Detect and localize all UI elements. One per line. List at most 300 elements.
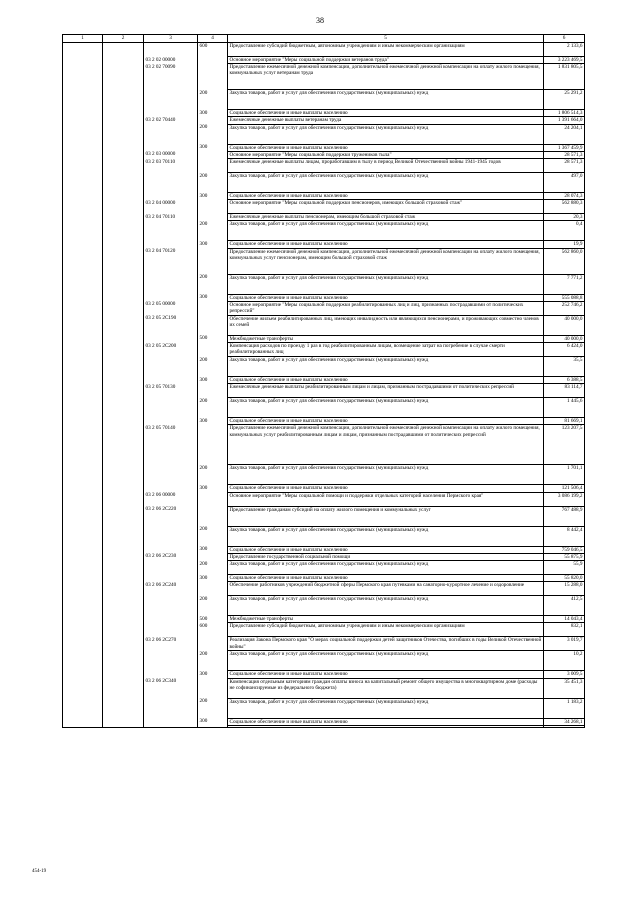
col2-cell	[103, 553, 144, 560]
table-row	[63, 274, 585, 294]
table-row	[63, 357, 585, 377]
header-cell: 4	[198, 35, 228, 43]
col2-cell	[103, 637, 144, 651]
target-article-code	[144, 623, 198, 637]
expense-type-code: 300	[198, 241, 228, 248]
col1-cell	[63, 43, 103, 57]
target-article-code	[144, 274, 198, 294]
page-number: 38	[316, 16, 324, 25]
expense-type-code: 200	[198, 274, 228, 294]
item-name: Предоставление ежемесячной денежной компенсации, дополнительной ежемесячной денежной компенсации на оплату жилого помещения, коммунальных услуг реабилитированным лицам и лицам, признанным пострадавшими от политических репрессий	[228, 425, 544, 465]
table-row	[63, 173, 585, 193]
target-article-code	[144, 357, 198, 377]
col2-cell	[103, 301, 144, 315]
target-article-code: 03 2 04 00000	[144, 200, 198, 214]
target-article-code	[144, 418, 198, 425]
target-article-code: 03 2 05 70130	[144, 384, 198, 398]
table-row	[63, 596, 585, 616]
col2-cell	[103, 582, 144, 596]
table-body	[63, 43, 585, 728]
col1-cell	[63, 357, 103, 377]
col2-cell	[103, 485, 144, 492]
amount: 28 571,3	[544, 159, 585, 173]
target-article-code	[144, 335, 198, 342]
bottom-border-cell	[228, 725, 544, 727]
col1-cell	[63, 465, 103, 485]
expense-type-code	[198, 159, 228, 173]
amount: 83 114,7	[544, 384, 585, 398]
item-name: Межбюджетные трансферты	[228, 335, 544, 342]
col1-cell	[63, 294, 103, 301]
table-row	[63, 221, 585, 241]
expense-type-code	[198, 200, 228, 214]
col2-cell	[103, 561, 144, 575]
target-article-code: 03 2 06 2C270	[144, 637, 198, 651]
col1-cell	[63, 151, 103, 158]
amount: 6 424,0	[544, 343, 585, 357]
expense-type-code	[198, 57, 228, 64]
col2-cell	[103, 248, 144, 274]
amount: 55 875,9	[544, 553, 585, 560]
item-name: Компенсация отдельным категориям граждан оплаты взноса на капитальный ремонт общего имущества в многоквартирном доме (расходы не софинансируемые из федерального бюджета)	[228, 678, 544, 698]
col1-cell	[63, 718, 103, 725]
table-row	[63, 384, 585, 398]
col2-cell	[103, 671, 144, 678]
table-row	[63, 241, 585, 248]
table-row	[63, 506, 585, 526]
table-row	[63, 377, 585, 384]
amount: 55,9	[544, 561, 585, 575]
col2-cell	[103, 221, 144, 241]
expense-type-code: 500	[198, 616, 228, 623]
expense-type-code: 300	[198, 575, 228, 582]
item-name: Основное мероприятие "Меры социальной поддержки реабилитированных лиц и лиц, признанных пострадавшими от политических репрессий"	[228, 301, 544, 315]
amount: 24 204,1	[544, 124, 585, 144]
amount: 1 391 664,0	[544, 117, 585, 124]
amount: 6 388,5	[544, 377, 585, 384]
amount: 123 207,5	[544, 425, 585, 465]
budget-table	[62, 34, 585, 728]
item-name: Социальное обеспечение и иные выплаты населению	[228, 241, 544, 248]
table-row	[63, 193, 585, 200]
amount: 3 086 199,2	[544, 492, 585, 506]
col1-cell	[63, 546, 103, 553]
expense-type-code	[198, 343, 228, 357]
table-row	[63, 248, 585, 274]
expense-type-code	[198, 151, 228, 158]
table-row	[63, 546, 585, 553]
table-row	[63, 110, 585, 117]
table-row	[63, 398, 585, 418]
item-name: Ежемесячные денежные выплаты реабилитированным лицам и лицам, признанным пострадавшими от политических репрессий	[228, 384, 544, 398]
expense-type-code: 300	[198, 193, 228, 200]
col2-cell	[103, 335, 144, 342]
table-row	[63, 651, 585, 671]
item-name: Предоставление ежемесячной денежной компенсации, дополнительной ежемесячной денежной компенсации на оплату жилого помещения, коммунальных услуг пенсионерам, имеющим большой страховой стаж	[228, 248, 544, 274]
target-article-code: 03 2 06 2C340	[144, 678, 198, 698]
col1-cell	[63, 616, 103, 623]
table-row	[63, 117, 585, 124]
expense-type-code: 200	[198, 357, 228, 377]
target-article-code: 03 2 02 00000	[144, 57, 198, 64]
target-article-code: 03 2 05 00000	[144, 301, 198, 315]
table-bottom-border	[63, 725, 585, 727]
expense-type-code: 300	[198, 718, 228, 725]
bottom-border-cell	[144, 725, 198, 727]
item-name: Социальное обеспечение и иные выплаты населению	[228, 575, 544, 582]
col2-cell	[103, 357, 144, 377]
expense-type-code	[198, 425, 228, 465]
amount: 832,1	[544, 623, 585, 637]
item-name: Обеспечение работников учреждений бюджетной сферы Пермского края путевками на санаторно-курортное лечение и оздоровление	[228, 582, 544, 596]
table-row	[63, 301, 585, 315]
table-row	[63, 561, 585, 575]
item-name: Межбюджетные трансферты	[228, 616, 544, 623]
expense-type-code	[198, 637, 228, 651]
col1-cell	[63, 623, 103, 637]
expense-type-code: 300	[198, 671, 228, 678]
expense-type-code	[198, 214, 228, 221]
amount: 81 669,1	[544, 418, 585, 425]
amount: 121 506,4	[544, 485, 585, 492]
col2-cell	[103, 159, 144, 173]
amount: 3 019,7	[544, 637, 585, 651]
table-row	[63, 678, 585, 698]
item-name: Социальное обеспечение и иные выплаты населению	[228, 718, 544, 725]
target-article-code: 03 2 06 2C230	[144, 553, 198, 560]
amount: 19,9	[544, 241, 585, 248]
col1-cell	[63, 221, 103, 241]
target-article-code	[144, 173, 198, 193]
amount: 35,5	[544, 357, 585, 377]
table-row	[63, 43, 585, 57]
col1-cell	[63, 343, 103, 357]
col1-cell	[63, 159, 103, 173]
table-row	[63, 718, 585, 725]
expense-type-code: 600	[198, 43, 228, 57]
item-name: Закупка товаров, работ и услуг для обеспечения государственных (муниципальных) нужд	[228, 651, 544, 671]
col1-cell	[63, 526, 103, 546]
table-row	[63, 90, 585, 110]
expense-type-code	[198, 315, 228, 335]
expense-type-code: 200	[198, 561, 228, 575]
bottom-border-cell	[198, 725, 228, 727]
table-row	[63, 159, 585, 173]
item-name: Закупка товаров, работ и услуг для обеспечения государственных (муниципальных) нужд	[228, 90, 544, 110]
item-name: Предоставление государственной социальной помощи	[228, 553, 544, 560]
col2-cell	[103, 575, 144, 582]
col2-cell	[103, 616, 144, 623]
table-row	[63, 616, 585, 623]
col2-cell	[103, 418, 144, 425]
target-article-code	[144, 398, 198, 418]
target-article-code	[144, 575, 198, 582]
amount: 1 806 514,3	[544, 110, 585, 117]
col1-cell	[63, 637, 103, 651]
amount: 55 820,0	[544, 575, 585, 582]
amount: 3 009,5	[544, 671, 585, 678]
amount: 34 268,1	[544, 718, 585, 725]
col2-cell	[103, 110, 144, 117]
col1-cell	[63, 425, 103, 465]
amount: 20,3	[544, 214, 585, 221]
expense-type-code: 600	[198, 623, 228, 637]
target-article-code: 03 2 06 2C240	[144, 582, 198, 596]
expense-type-code: 300	[198, 110, 228, 117]
expense-type-code	[198, 301, 228, 315]
header-cell: 3	[144, 35, 198, 43]
amount: 15 288,0	[544, 582, 585, 596]
target-article-code: 03 2 02 70090	[144, 64, 198, 90]
target-article-code	[144, 526, 198, 546]
amount: 28 074,3	[544, 193, 585, 200]
col2-cell	[103, 384, 144, 398]
col2-cell	[103, 294, 144, 301]
item-name: Социальное обеспечение и иные выплаты населению	[228, 546, 544, 553]
expense-type-code: 200	[198, 651, 228, 671]
item-name: Закупка товаров, работ и услуг для обеспечения государственных (муниципальных) нужд	[228, 357, 544, 377]
col1-cell	[63, 651, 103, 671]
expense-type-code: 300	[198, 546, 228, 553]
item-name: Реализация Закона Пермского края "О мерах социальной поддержки детей защитников Отечества, погибших в годы Великой Отечественной войны"	[228, 637, 544, 651]
expense-type-code: 300	[198, 485, 228, 492]
expense-type-code: 300	[198, 294, 228, 301]
item-name: Социальное обеспечение и иные выплаты населению	[228, 144, 544, 151]
amount: 0,4	[544, 221, 585, 241]
table-row	[63, 418, 585, 425]
target-article-code	[144, 221, 198, 241]
amount: 759 046,5	[544, 546, 585, 553]
target-article-code: 03 2 05 2C190	[144, 315, 198, 335]
target-article-code	[144, 718, 198, 725]
amount: 8 442,4	[544, 526, 585, 546]
expense-type-code: 300	[198, 144, 228, 151]
header-cell: 1	[63, 35, 103, 43]
item-name: Основное мероприятие "Меры социальной помощи и поддержки отдельных категорий населения Пермского края"	[228, 492, 544, 506]
table-row	[63, 623, 585, 637]
expense-type-code: 300	[198, 377, 228, 384]
item-name: Закупка товаров, работ и услуг для обеспечения государственных (муниципальных) нужд	[228, 698, 544, 718]
col2-cell	[103, 64, 144, 90]
col1-cell	[63, 110, 103, 117]
expense-type-code: 200	[198, 90, 228, 110]
col2-cell	[103, 315, 144, 335]
col2-cell	[103, 173, 144, 193]
table-row	[63, 526, 585, 546]
table-row	[63, 492, 585, 506]
target-article-code	[144, 377, 198, 384]
col2-cell	[103, 274, 144, 294]
col2-cell	[103, 506, 144, 526]
target-article-code	[144, 193, 198, 200]
expense-type-code	[198, 582, 228, 596]
amount: 562 860,0	[544, 248, 585, 274]
col2-cell	[103, 651, 144, 671]
col2-cell	[103, 596, 144, 616]
col2-cell	[103, 57, 144, 64]
col1-cell	[63, 90, 103, 110]
col1-cell	[63, 384, 103, 398]
item-name: Закупка товаров, работ и услуг для обеспечения государственных (муниципальных) нужд	[228, 465, 544, 485]
col1-cell	[63, 377, 103, 384]
col1-cell	[63, 117, 103, 124]
expense-type-code: 200	[198, 398, 228, 418]
amount: 412,5	[544, 596, 585, 616]
table-row	[63, 582, 585, 596]
amount: 14 043,4	[544, 616, 585, 623]
item-name: Предоставление ежемесячной денежной компенсации, дополнительной ежемесячной денежной компенсации на оплату жилого помещения, коммунальных услуг ветеранам труда	[228, 64, 544, 90]
target-article-code	[144, 465, 198, 485]
item-name: Социальное обеспечение и иные выплаты населению	[228, 193, 544, 200]
bottom-border-cell	[63, 725, 103, 727]
item-name: Предоставление субсидий бюджетным, автономным учреждениям и иным некоммерческим организациям	[228, 43, 544, 57]
col1-cell	[63, 248, 103, 274]
amount: 40 000,0	[544, 315, 585, 335]
bottom-border-cell	[544, 725, 585, 727]
table-row	[63, 64, 585, 90]
item-name: Ежемесячные денежные выплаты пенсионерам, имеющим большой страховой стаж	[228, 214, 544, 221]
target-article-code: 03 2 03 00000	[144, 151, 198, 158]
amount: 1 701,1	[544, 465, 585, 485]
col1-cell	[63, 596, 103, 616]
target-article-code	[144, 124, 198, 144]
col2-cell	[103, 193, 144, 200]
col1-cell	[63, 144, 103, 151]
item-name: Закупка товаров, работ и услуг для обеспечения государственных (муниципальных) нужд	[228, 526, 544, 546]
col1-cell	[63, 64, 103, 90]
col1-cell	[63, 678, 103, 698]
col2-cell	[103, 144, 144, 151]
target-article-code	[144, 651, 198, 671]
amount: 28 571,3	[544, 151, 585, 158]
target-article-code: 03 2 06 00000	[144, 492, 198, 506]
header-cell: 2	[103, 35, 144, 43]
col1-cell	[63, 398, 103, 418]
bottom-border-cell	[103, 725, 144, 727]
amount: 555 088,8	[544, 294, 585, 301]
col2-cell	[103, 492, 144, 506]
expense-type-code: 200	[198, 173, 228, 193]
target-article-code: 03 2 04 70120	[144, 248, 198, 274]
target-article-code	[144, 546, 198, 553]
col2-cell	[103, 718, 144, 725]
table-row	[63, 343, 585, 357]
col2-cell	[103, 398, 144, 418]
item-name: Закупка товаров, работ и услуг для обеспечения государственных (муниципальных) нужд	[228, 596, 544, 616]
table-row	[63, 315, 585, 335]
table-row	[63, 637, 585, 651]
item-name: Ежемесячные денежные выплаты лицам, проработавшим в тылу в период Великой Отечественной войны 1941-1945 годов	[228, 159, 544, 173]
expense-type-code: 200	[198, 465, 228, 485]
table-row	[63, 144, 585, 151]
amount: 2 133,6	[544, 43, 585, 57]
target-article-code: 03 2 02 70440	[144, 117, 198, 124]
expense-type-code	[198, 506, 228, 526]
amount: 252 746,2	[544, 301, 585, 315]
col1-cell	[63, 301, 103, 315]
col1-cell	[63, 335, 103, 342]
amount: 10,2	[544, 651, 585, 671]
item-name: Закупка товаров, работ и услуг для обеспечения государственных (муниципальных) нужд	[228, 274, 544, 294]
expense-type-code	[198, 64, 228, 90]
expense-type-code	[198, 248, 228, 274]
col1-cell	[63, 315, 103, 335]
item-name: Компенсация расходов по проезду 1 раз в год реабилитированным лицам, возмещение затрат на погребение в случае смерти реабилитированных лиц	[228, 343, 544, 357]
item-name: Закупка товаров, работ и услуг для обеспечения государственных (муниципальных) нужд	[228, 124, 544, 144]
item-name: Закупка товаров, работ и услуг для обеспечения государственных (муниципальных) нужд	[228, 221, 544, 241]
table-row	[63, 124, 585, 144]
item-name: Обеспечение жильем реабилитированных лиц, имеющих инвалидность или являющихся пенсионерами, и проживающих совместно членов их семей	[228, 315, 544, 335]
target-article-code	[144, 561, 198, 575]
item-name: Социальное обеспечение и иные выплаты населению	[228, 485, 544, 492]
amount: 562 880,3	[544, 200, 585, 214]
target-article-code: 03 2 06 2C220	[144, 506, 198, 526]
item-name: Социальное обеспечение и иные выплаты населению	[228, 377, 544, 384]
amount: 497,0	[544, 173, 585, 193]
target-article-code	[144, 43, 198, 57]
col2-cell	[103, 151, 144, 158]
amount: 1 183,2	[544, 698, 585, 718]
item-name: Социальное обеспечение и иные выплаты населению	[228, 671, 544, 678]
target-article-code: 03 2 04 70110	[144, 214, 198, 221]
target-article-code	[144, 485, 198, 492]
target-article-code	[144, 90, 198, 110]
item-name: Основное мероприятие "Меры социальной поддержки ветеранов труда"	[228, 57, 544, 64]
expense-type-code: 200	[198, 526, 228, 546]
col1-cell	[63, 671, 103, 678]
item-name: Социальное обеспечение и иные выплаты населению	[228, 294, 544, 301]
col1-cell	[63, 200, 103, 214]
target-article-code	[144, 144, 198, 151]
amount: 3 223 469,5	[544, 57, 585, 64]
expense-type-code: 300	[198, 418, 228, 425]
target-article-code	[144, 596, 198, 616]
amount: 1 831 805,5	[544, 64, 585, 90]
expense-type-code: 200	[198, 698, 228, 718]
amount: 35 451,3	[544, 678, 585, 698]
col2-cell	[103, 343, 144, 357]
col2-cell	[103, 241, 144, 248]
col1-cell	[63, 418, 103, 425]
col2-cell	[103, 425, 144, 465]
item-name: Социальное обеспечение и иные выплаты населению	[228, 110, 544, 117]
expense-type-code: 200	[198, 221, 228, 241]
item-name: Закупка товаров, работ и услуг для обеспечения государственных (муниципальных) нужд	[228, 173, 544, 193]
table-row	[63, 294, 585, 301]
table-row	[63, 698, 585, 718]
expense-type-code	[198, 678, 228, 698]
target-article-code: 03 2 05 2C200	[144, 343, 198, 357]
item-name: Закупка товаров, работ и услуг для обеспечения государственных (муниципальных) нужд	[228, 398, 544, 418]
table-row	[63, 151, 585, 158]
expense-type-code: 500	[198, 335, 228, 342]
table-row	[63, 671, 585, 678]
col1-cell	[63, 214, 103, 221]
col1-cell	[63, 582, 103, 596]
col2-cell	[103, 90, 144, 110]
col2-cell	[103, 698, 144, 718]
col1-cell	[63, 698, 103, 718]
col1-cell	[63, 575, 103, 582]
table-row	[63, 553, 585, 560]
target-article-code	[144, 241, 198, 248]
table-row	[63, 335, 585, 342]
item-name: Предоставление гражданам субсидий на оплату жилого помещения и коммунальных услуг	[228, 506, 544, 526]
amount: 25 291,2	[544, 90, 585, 110]
col1-cell	[63, 553, 103, 560]
expense-type-code	[198, 492, 228, 506]
col1-cell	[63, 561, 103, 575]
